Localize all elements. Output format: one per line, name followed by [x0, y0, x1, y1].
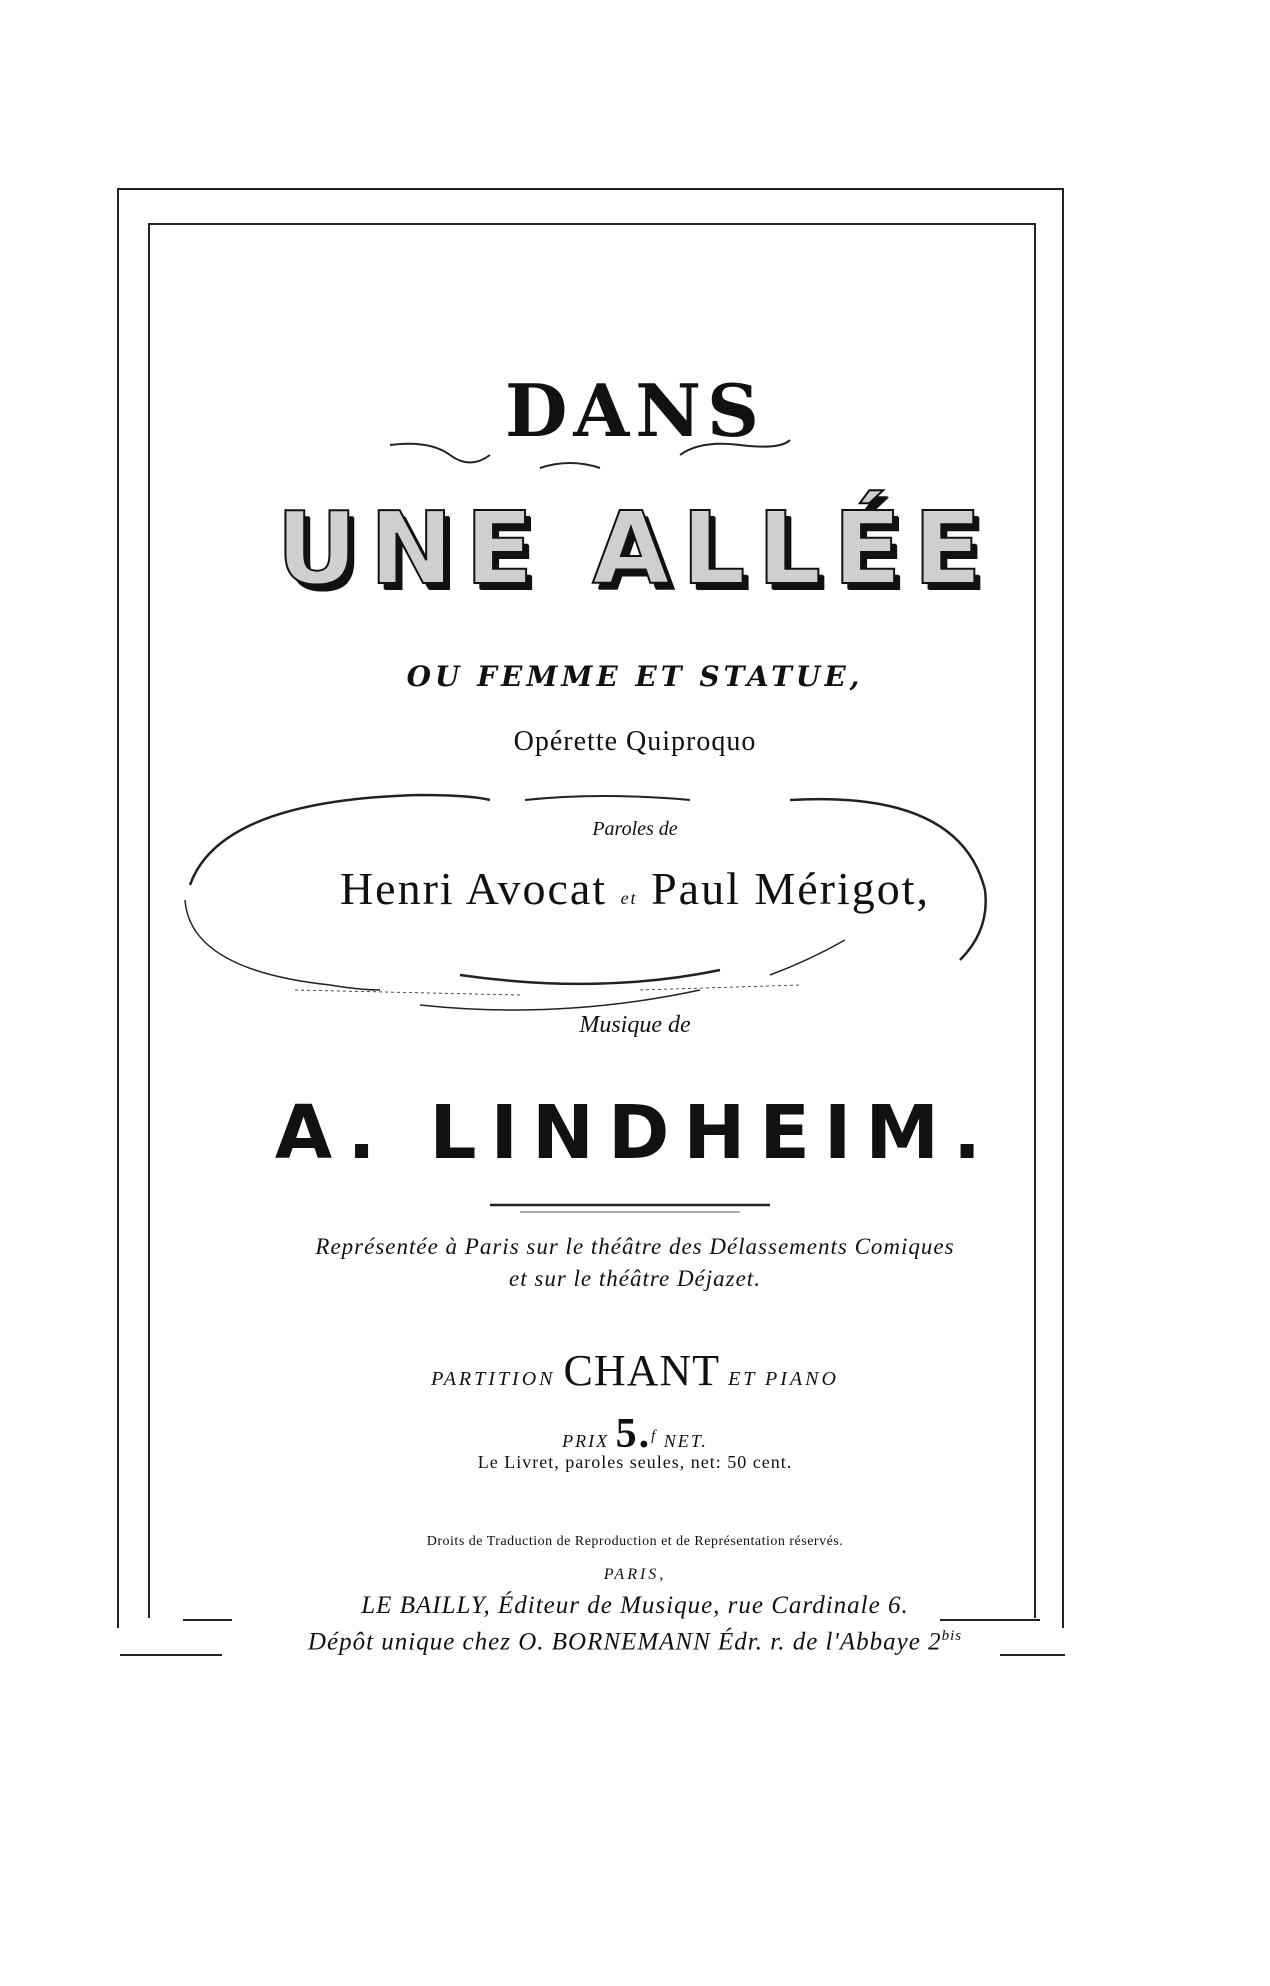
title-line-2: UNE ALLÉE: [276, 490, 994, 607]
depot-sup: bis: [941, 1628, 963, 1644]
performance-line-1: Représentée à Paris sur le théâtre des Délassements Comiques: [315, 1234, 955, 1259]
depot-line: [0, 1628, 1270, 1656]
price-net: NET.: [663, 1431, 708, 1451]
lyricist-joiner: et: [620, 888, 638, 908]
flourish-center: [540, 463, 600, 468]
publisher-line: LE BAILLY, Éditeur de Musique, rue Cardinale 6.: [361, 1592, 909, 1619]
lyricists-label: Paroles de: [592, 818, 678, 840]
price-label: PRIX: [562, 1431, 610, 1451]
imprint-city: PARIS,: [603, 1566, 667, 1583]
livret-price: Le Livret, paroles seules, net: 50 cent.: [477, 1452, 793, 1472]
genre-label: Opérette Quiproquo: [513, 726, 757, 757]
lyricist-1: Henri Avocat: [339, 863, 608, 914]
oval-bottom-swash: [460, 970, 720, 984]
depot-text: Dépôt unique chez O. BORNEMANN Édr. r. de l'Abbaye 2: [307, 1628, 942, 1656]
lyricists-names: [0, 862, 1270, 915]
title-line-1: DANS: [504, 368, 766, 453]
performance-line-2: et sur le théâtre Déjazet.: [509, 1266, 761, 1291]
price-amount: 5.: [615, 1411, 652, 1457]
composer-label: Musique de: [579, 1012, 691, 1038]
edition-line: [0, 1345, 1270, 1396]
edition-suffix: ET PIANO: [728, 1368, 839, 1390]
price-unit: f: [651, 1428, 658, 1444]
lyricist-2: Paul Mérigot,: [651, 863, 931, 914]
rights-notice: Droits de Traduction de Reproduction et de Représentation réservés.: [426, 1534, 844, 1549]
edition-prefix: PARTITION: [431, 1368, 556, 1390]
edition-main: CHANT: [563, 1346, 721, 1395]
subtitle: OU FEMME ET STATUE,: [406, 660, 864, 693]
price-line: [0, 1410, 1270, 1458]
composer-name: A. LINDHEIM.: [274, 1090, 996, 1176]
